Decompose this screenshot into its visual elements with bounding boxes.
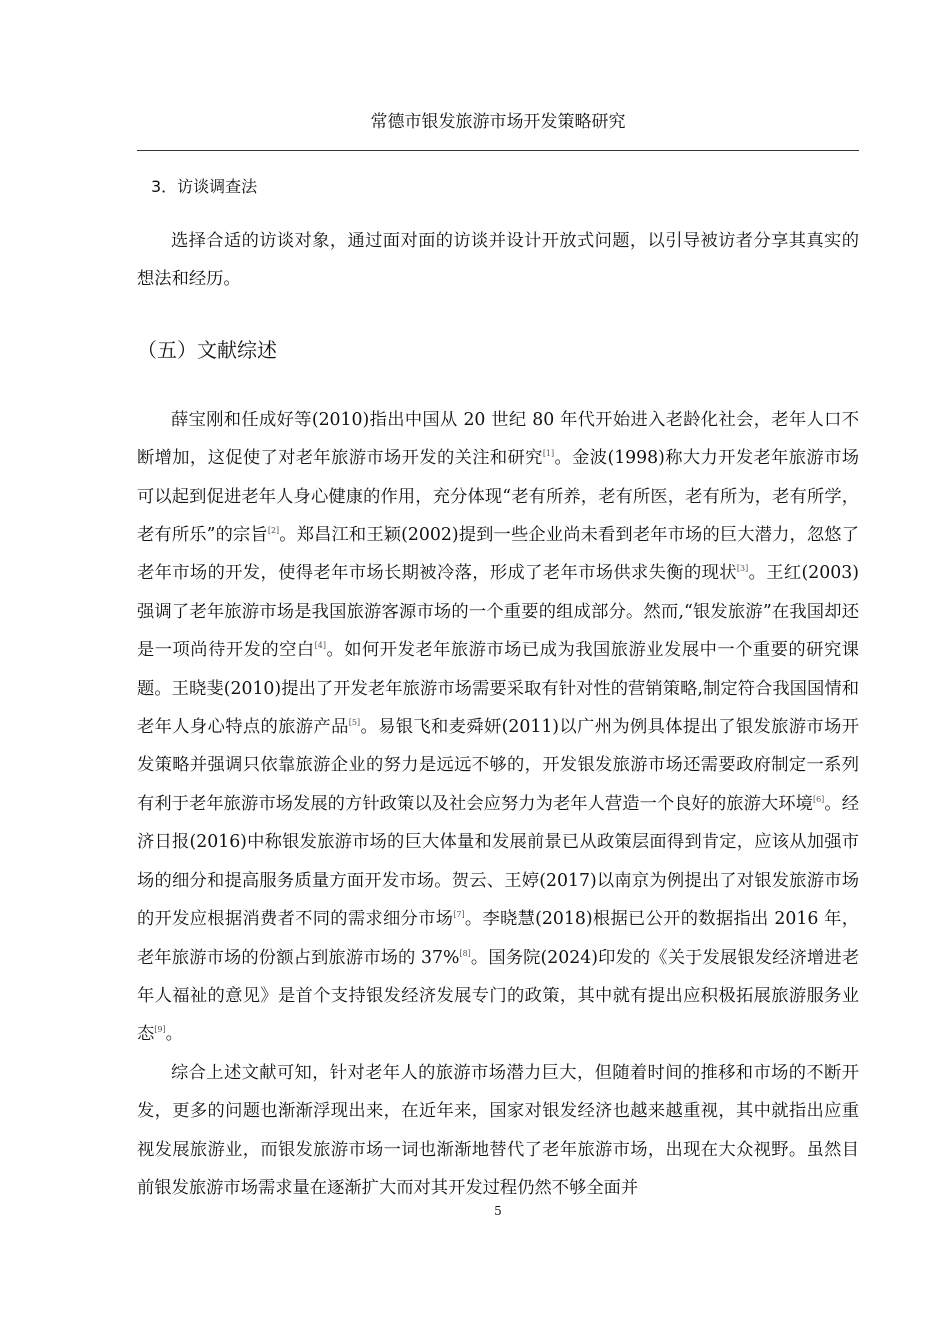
citation-4: [4] — [314, 641, 327, 651]
text-run: 。易银飞和麦舜妍(2011)以广州为例具体提出了银发旅游市场开发策略并强调只依靠旅游企业的努力是远远不够的，开发银发旅游市场还需要政府制定一系列有利于老年旅游市场发展的方针政策以及社会应努力为老年人营造一个良好的旅游大环境 — [137, 717, 859, 814]
citation-3: [3] — [736, 564, 749, 574]
citation-8: [8] — [459, 948, 471, 958]
citation-7: [7] — [453, 910, 465, 920]
section-heading-interview: 3．访谈调查法 — [151, 177, 258, 196]
text-run: 。经济日报(2016)中称银发旅游市场的巨大体量和发展前景已从政策层面得到肯定，应该从加强市场的细分和提高服务质量方面开发市场。贺云、王婷(2017)以南京为例提出了对银发旅游市场的开发应根据消费者不同的需求细分市场 — [137, 793, 859, 930]
citation-1: [1] — [542, 449, 555, 459]
citation-9: [9] — [154, 1025, 166, 1035]
text-run: 。李晓慧(2018)根据已公开的数据指出 2016 年，老年旅游市场的份额占到旅游市场的 37% — [137, 909, 859, 968]
paragraph-literature-1 — [137, 401, 859, 1054]
page-number: 5 — [494, 1204, 502, 1218]
citation-5: [5] — [348, 718, 361, 728]
text-run: 。金波(1998)称大力开发老年旅游市场可以起到促进老年人身心健康的作用，充分体现“老有所养，老有所医，老有所为，老有所学，老有所乐”的宗旨 — [137, 448, 859, 546]
citation-6: [6] — [812, 795, 825, 805]
paragraph-interview: 选择合适的访谈对象，通过面对面的访谈并设计开放式问题，以引导被访者分享其真实的想法和经历。 — [137, 231, 859, 290]
text-run: 。王红(2003)强调了老年旅游市场是我国旅游客源市场的一个重要的组成部分。然而,“银发旅游”在我国却还是一项尚待开发的空白 — [137, 563, 859, 661]
text-run: 。如何开发老年旅游市场已成为我国旅游业发展中一个重要的研究课题。王晓斐(2010)提出了开发老年旅游市场需要采取有针对性的营销策略,制定符合我国国情和老年人身心特点的旅游产品 — [137, 640, 859, 738]
page-body — [137, 172, 859, 1207]
header-rule — [137, 150, 859, 151]
running-header: 常德市银发旅游市场开发策略研究 — [370, 112, 626, 132]
citation-2: [2] — [267, 526, 280, 536]
section-heading-literature-review: （五）文献综述 — [137, 337, 277, 362]
text-run: 薛宝刚和任成好等(2010)指出中国从 20 世纪 80 年代开始进入老龄化社会，老年人口不断增加，这促使了对老年旅游市场开发的关注和研究 — [137, 409, 859, 469]
text-run: 。郑昌江和王颖(2002)提到一些企业尚未看到老年市场的巨大潜力，忽悠了老年市场的开发，使得老年市场长期被冷落，形成了老年市场供求失衡的现状 — [137, 525, 859, 584]
text-run: 。 — [165, 1024, 183, 1045]
text-run: 。国务院(2024)印发的《关于发展银发经济增进老年人福祉的意见》是首个支持银发经济发展专门的政策，其中就有提出应积极拓展旅游服务业态 — [137, 947, 860, 1045]
paragraph-literature-2: 综合上述文献可知，针对老年人的旅游市场潜力巨大，但随着时间的推移和市场的不断开发，更多的问题也渐渐浮现出来，在近年来，国家对银发经济也越来越重视，其中就指出应重视发展旅游业，而银发旅游市场一词也渐渐地替代了老年旅游市场，出现在大众视野。虽然目前银发旅游市场需求量在逐渐扩大而对其开发过程仍然不够全面并 — [137, 1062, 859, 1198]
